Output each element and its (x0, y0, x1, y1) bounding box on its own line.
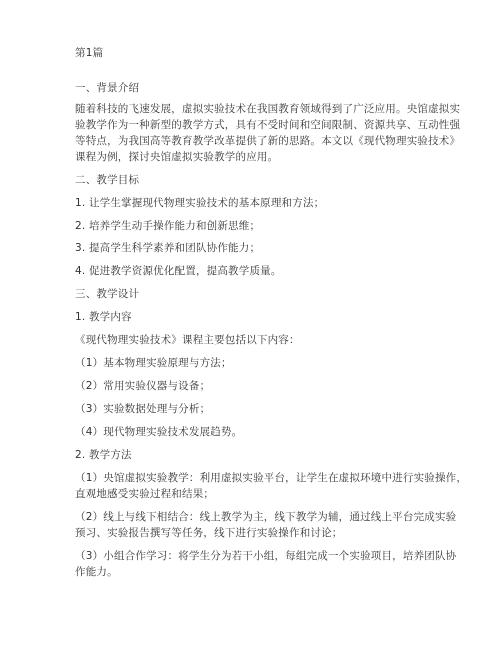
design-heading: 三、教学设计 (75, 288, 140, 300)
background-paragraph-line: 验教学作为一种新型的教学方式，具有不受时间和空间限制、资源共享、互动性强 (75, 119, 461, 131)
content-item: （2）常用实验仪器与设备； (75, 380, 211, 392)
goals-heading: 二、教学目标 (75, 174, 140, 186)
method-item-line: （3）小组合作学习：将学生分为若干小组，每组完成一个实验项目，培养团队协 (75, 550, 457, 562)
goal-item: 4. 促进教学资源优化配置，提高教学质量。 (75, 265, 282, 277)
method-item-line: 直观地感受实验过程和结果； (75, 488, 215, 500)
background-heading: 一、背景介绍 (75, 82, 140, 94)
goal-item: 1. 让学生掌握现代物理实验技术的基本原理和方法； (75, 197, 325, 209)
method-heading: 2. 教学方法 (75, 449, 132, 461)
content-item: （1）基本物理实验原理与方法； (75, 357, 232, 369)
background-paragraph-line: 随着科技的飞速发展，虚拟实验技术在我国教育领域得到了广泛应用。央馆虚拟实 (75, 103, 461, 115)
page-label: 第1篇 (75, 47, 104, 59)
background-paragraph-line: 课程为例，探讨央馆虚拟实验教学的应用。 (75, 151, 279, 163)
goal-item: 2. 培养学生动手操作能力和创新思维； (75, 220, 261, 232)
content-intro: 《现代物理实验技术》课程主要包括以下内容： (75, 334, 300, 346)
content-heading: 1. 教学内容 (75, 311, 132, 323)
method-item-line: （2）线上与线下相结合：线上教学为主，线下教学为辅，通过线上平台完成实验 (75, 511, 457, 523)
method-item-line: 作能力。 (75, 566, 118, 578)
content-item: （4）现代物理实验技术发展趋势。 (75, 426, 243, 438)
method-item-line: （1）央馆虚拟实验教学：利用虚拟实验平台，让学生在虚拟环境中进行实验操作， (75, 472, 468, 484)
method-item-line: 预习、实验报告撰写等任务，线下进行实验操作和讨论； (75, 527, 343, 539)
content-item: （3）实验数据处理与分析； (75, 403, 211, 415)
background-paragraph-line: 等特点，为我国高等教育教学改革提供了新的思路。本文以《现代物理实验技术》 (75, 135, 461, 147)
goal-item: 3. 提高学生科学素养和团队协作能力； (75, 242, 261, 254)
